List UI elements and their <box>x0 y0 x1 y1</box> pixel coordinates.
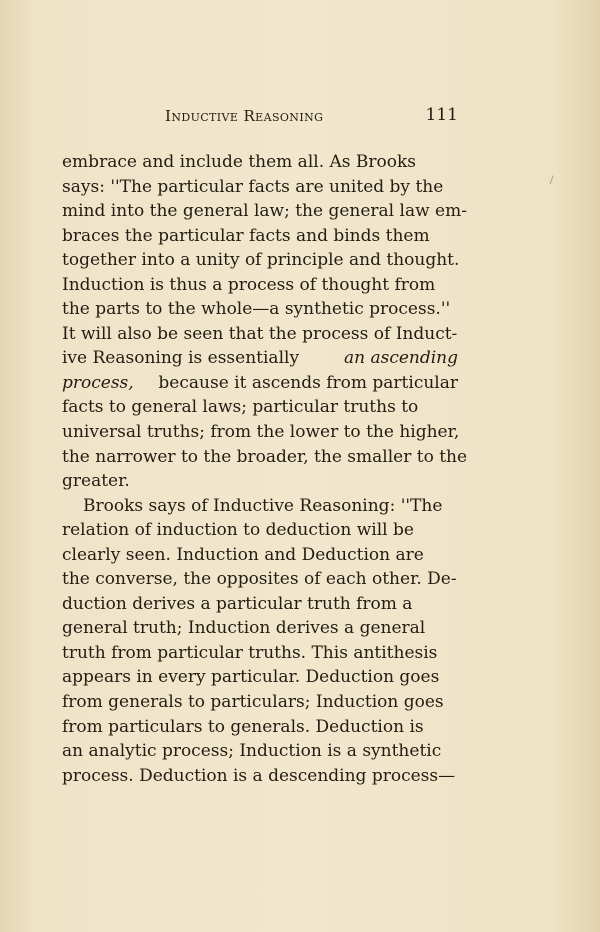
text-line: ive Reasoning is essentially an ascending <box>62 346 458 371</box>
text-line: the parts to the whole—a synthetic process.'' <box>62 299 451 320</box>
text-line: clearly seen. Induction and Deduction are <box>62 544 424 565</box>
text-line: from generals to particulars; Induction goes <box>62 692 444 713</box>
text-line: greater. <box>62 471 130 492</box>
italic-phrase: an ascending <box>343 348 458 369</box>
text-line: appears in every particular. Deduction goes <box>62 667 440 688</box>
text-line: duction derives a particular truth from a <box>62 593 413 614</box>
paragraph-first-line: Brooks says of Inductive Reasoning: ''The <box>83 495 443 516</box>
text-line: truth from particular truths. This antithesis <box>62 642 438 663</box>
italic-phrase: process, <box>62 372 134 393</box>
text-line: the converse, the opposites of each other. De- <box>62 569 457 590</box>
body-text <box>62 150 468 788</box>
page-number: 111 <box>425 105 458 125</box>
text-line: process, because it ascends from particular <box>62 371 458 396</box>
page-mark <box>550 175 558 185</box>
text-line: together into a unity of principle and thought. <box>62 250 460 271</box>
text-line: mind into the general law; the general law em- <box>62 201 467 222</box>
text-line: embrace and include them all. As Brooks <box>62 152 417 172</box>
text-line: process. Deduction is a descending process— <box>62 765 456 786</box>
text-line: an analytic process; Induction is a synthetic <box>62 741 442 762</box>
text-line: says: ''The particular facts are united by the <box>62 176 444 197</box>
text-line: from particulars to generals. Deduction is <box>62 716 424 737</box>
chapter-title: Inductive Reasoning <box>165 107 324 125</box>
text-line: the narrower to the broader, the smaller to the <box>62 446 468 467</box>
text-line: general truth; Induction derives a general <box>62 618 426 639</box>
text-line: facts to general laws; particular truths to <box>62 397 419 418</box>
text-line: relation of induction to deduction will be <box>62 520 414 541</box>
text-line: braces the particular facts and binds them <box>62 225 430 246</box>
text-line: Induction is thus a process of thought from <box>62 274 436 295</box>
text-line: It will also be seen that the process of Induct- <box>62 323 458 344</box>
text-line: universal truths; from the lower to the higher, <box>62 422 460 443</box>
running-head <box>165 106 458 130</box>
